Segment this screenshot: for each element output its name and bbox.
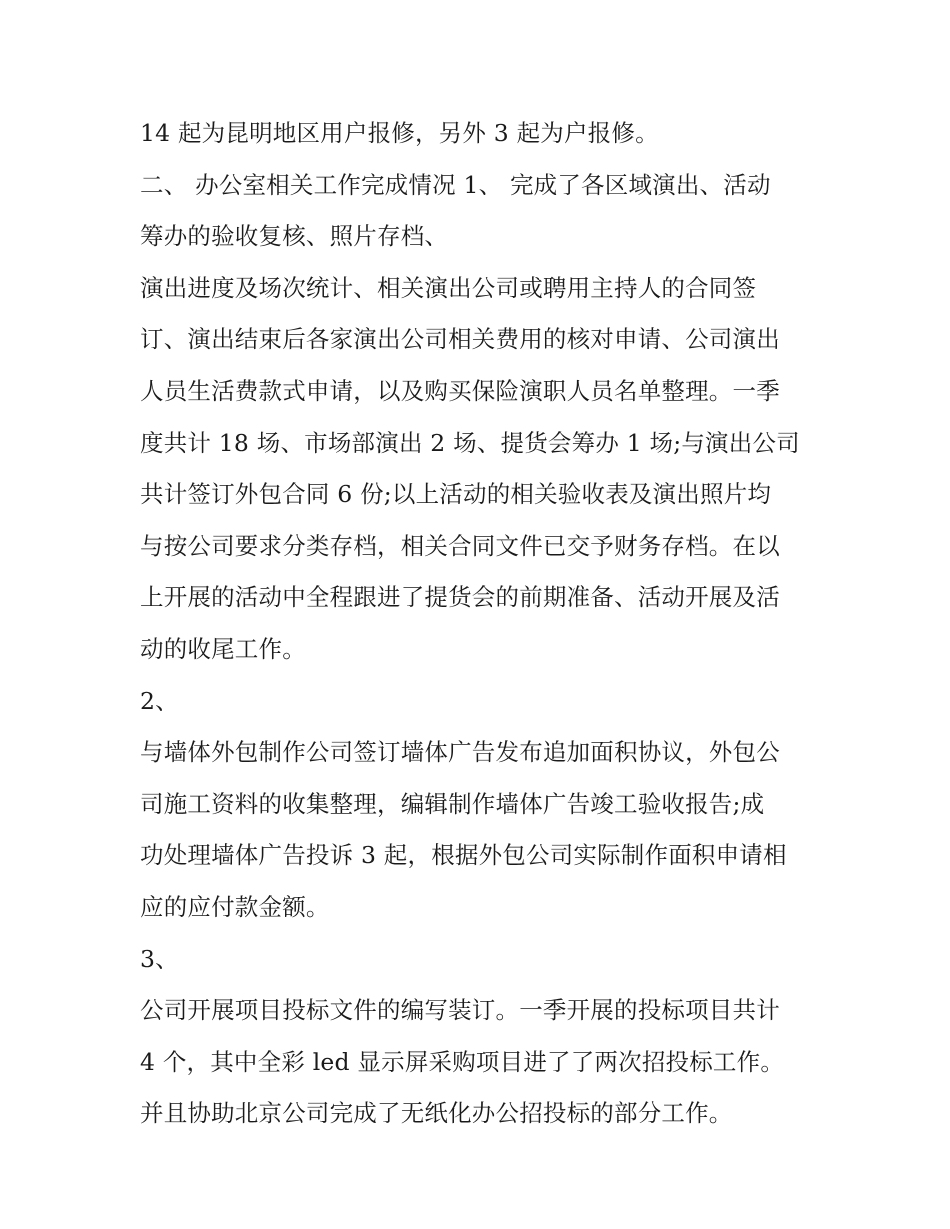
text-line: 订、演出结束后各家演出公司相关费用的核对申请、公司演出	[140, 325, 780, 354]
section-number: 3、	[140, 944, 179, 973]
text-line: 上开展的活动中全程跟进了提货会的前期准备、活动开展及活	[140, 583, 780, 612]
section-number: 2、	[140, 686, 179, 715]
text-line: 演出进度及场次统计、相关演出公司或聘用主持人的合同签	[140, 273, 757, 302]
text-line: 度共计 18 场、市场部演出 2 场、提货会筹办 1 场;与演出公司	[140, 428, 800, 457]
text-line: 人员生活费款式申请，以及购买保险演职人员名单整理。一季	[140, 376, 780, 405]
document-body	[140, 108, 812, 1140]
text-line: 应的应付款金额。	[140, 892, 330, 921]
text-line: 筹办的验收复核、照片存档、	[140, 222, 449, 251]
text-line: 动的收尾工作。	[140, 634, 306, 663]
text-line: 与墙体外包制作公司签订墙体广告发布追加面积协议，外包公	[140, 738, 780, 767]
text-line: 4 个，其中全彩 led 显示屏采购项目进了了两次招投标工作。	[140, 1047, 785, 1076]
text-line: 14 起为昆明地区用户报修，另外 3 起为户报修。	[140, 119, 659, 147]
text-line: 共计签订外包合同 6 份;以上活动的相关验收表及演出照片均	[140, 480, 772, 509]
text-line: 公司开展项目投标文件的编写装订。一季开展的投标项目共计	[140, 996, 780, 1025]
text-line: 并且协助北京公司完成了无纸化办公招投标的部分工作。	[140, 1099, 733, 1128]
text-line: 与按公司要求分类存档，相关合同文件已交予财务存档。在以	[140, 531, 780, 560]
text-line: 司施工资料的收集整理，编辑制作墙体广告竣工验收报告;成	[140, 789, 765, 818]
text-line: 二、 办公室相关工作完成情况 1、 完成了各区域演出、活动	[140, 170, 771, 199]
text-line: 功处理墙体广告投诉 3 起，根据外包公司实际制作面积申请相	[140, 841, 787, 870]
